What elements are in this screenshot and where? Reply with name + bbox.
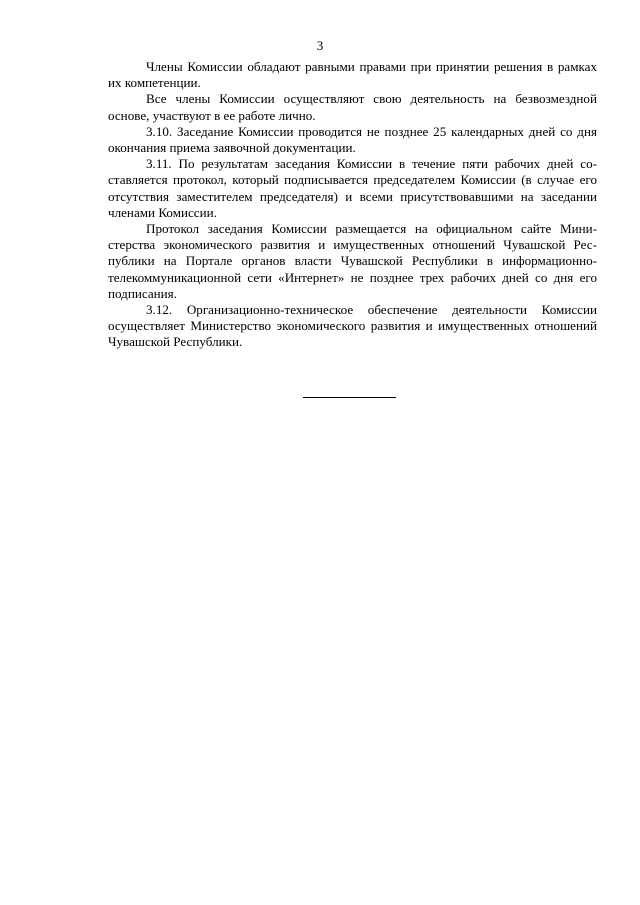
page-number: 3: [316, 38, 324, 53]
paragraph-3-10: 3.10. Заседание Комиссии проводится не позднее 25 календарных дней со дня окончания приема заявочной документации.: [108, 123, 597, 156]
end-divider-line: [303, 397, 396, 398]
paragraph-protocol-publication: Протокол заседания Комиссии размещается на официальном сайте Министерства экономического развития и имущественных отношений Чувашской Республики на Портале органов власти Чувашской Республики в информационно-телекоммуникационной сети «Интернет» не позднее трех рабочих дней со дня его подписания.: [108, 221, 597, 301]
document-body: [108, 59, 597, 351]
paragraph-equal-rights: Члены Комиссии обладают равными правами при принятии решения в рамках их компетенции.: [108, 59, 597, 91]
paragraph-3-12: 3.12. Организационно-техническое обеспечение деятельности Комиссии осуществляет Министерство экономического развития и имущественных отношений Чувашской Республики.: [108, 302, 597, 350]
paragraph-3-11: 3.11. По результатам заседания Комиссии в течение пяти рабочих дней составляется протокол, который подписывается председателем Комиссии (в случае его отсутствия заместителем председателя) и всеми присутствовавшими на заседании членами Комиссии.: [108, 156, 597, 220]
paragraph-unpaid-basis: Все члены Комиссии осуществляют свою деятельность на безвозмездной основе, участвуют в ее работе лично.: [108, 91, 597, 123]
